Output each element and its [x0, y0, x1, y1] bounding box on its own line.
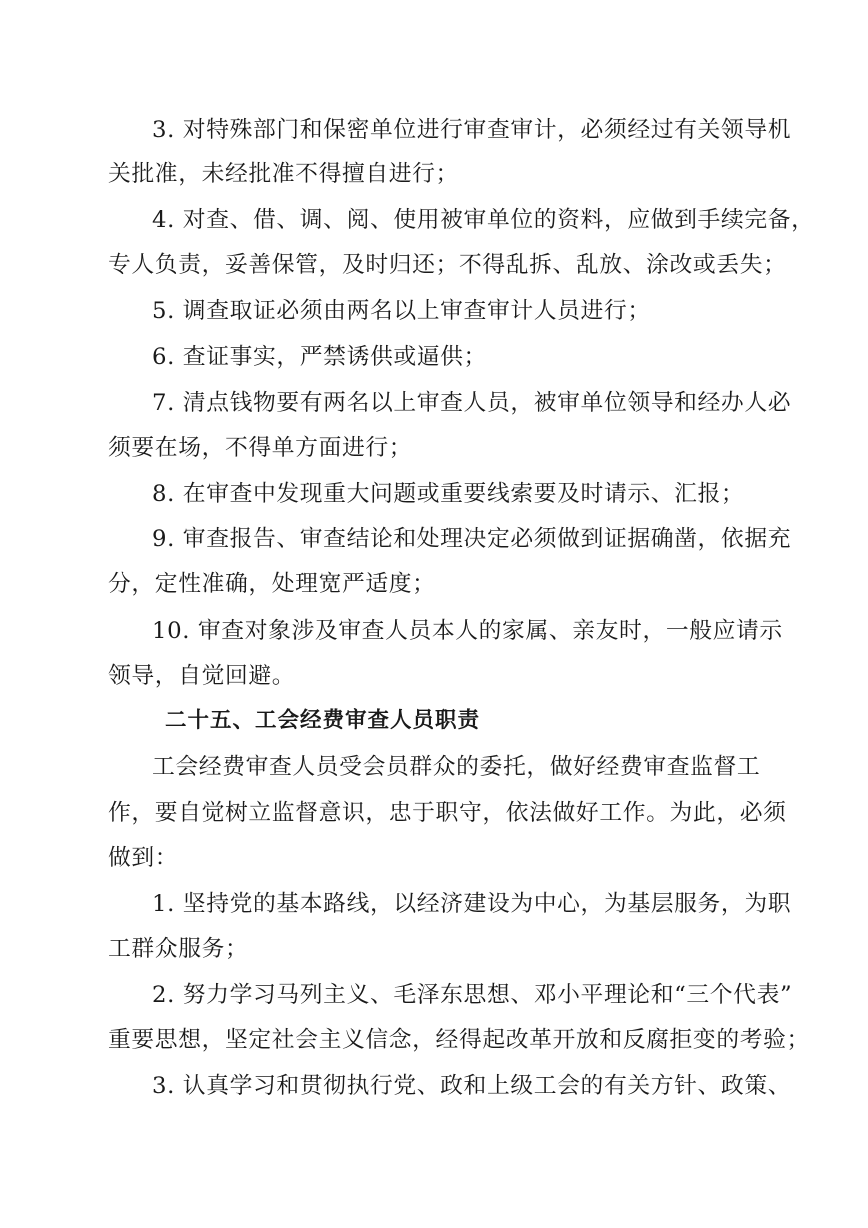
- intro-line-1: 工会经费审查人员受会员群众的委托，做好经费审查监督工: [152, 754, 761, 780]
- duty-2-line-2: 重要思想，坚定社会主义信念，经得起改革开放和反腐拒变的考验；: [108, 1027, 810, 1053]
- intro-line-2: 作，要自觉树立监督意识，忠于职守，依法做好工作。为此，必须: [108, 800, 787, 826]
- item-9-line-2: 分，定性准确，处理宽严适度；: [108, 571, 436, 597]
- item-7-line-1: 7. 清点钱物要有两名以上审查人员，被审单位领导和经办人必: [152, 390, 792, 416]
- item-7-line-2: 须要在场，不得单方面进行；: [108, 435, 413, 461]
- duty-1-line-2: 工群众服务；: [108, 936, 249, 962]
- item-8-line-1: 8. 在审查中发现重大问题或重要线索要及时请示、汇报；: [152, 481, 745, 507]
- item-4-line-2: 专人负责，妥善保管，及时归还；不得乱拆、乱放、涂改或丢失；: [108, 252, 787, 278]
- item-9-line-1: 9. 审查报告、审查结论和处理决定必须做到证据确凿，依据充: [152, 526, 792, 552]
- duty-2-line-1: 2. 努力学习马列主义、毛泽东思想、邓小平理论和“三个代表”: [152, 982, 793, 1008]
- item-5-line-1: 5. 调查取证必须由两名以上审查审计人员进行；: [152, 298, 651, 324]
- duty-3-line-1: 3. 认真学习和贯彻执行党、政和上级工会的有关方针、政策、: [152, 1073, 792, 1099]
- section-heading: 二十五、工会经费审查人员职责: [165, 708, 481, 733]
- item-10-line-1: 10. 审查对象涉及审查人员本人的家属、亲友时，一般应请示: [152, 618, 783, 644]
- item-3-line-2: 关批准，未经批准不得擅自进行；: [108, 161, 459, 187]
- item-3-line-1: 3. 对特殊部门和保密单位进行审查审计，必须经过有关领导机: [152, 117, 792, 143]
- item-6-line-1: 6. 查证事实，严禁诱供或逼供；: [152, 344, 487, 370]
- item-10-line-2: 领导，自觉回避。: [108, 663, 296, 689]
- duty-1-line-1: 1. 坚持党的基本路线，以经济建设为中心，为基层服务，为职: [152, 891, 792, 917]
- intro-line-3: 做到：: [108, 845, 179, 871]
- item-4-line-1: 4. 对查、借、调、阅、使用被审单位的资料，应做到手续完备，: [152, 207, 815, 233]
